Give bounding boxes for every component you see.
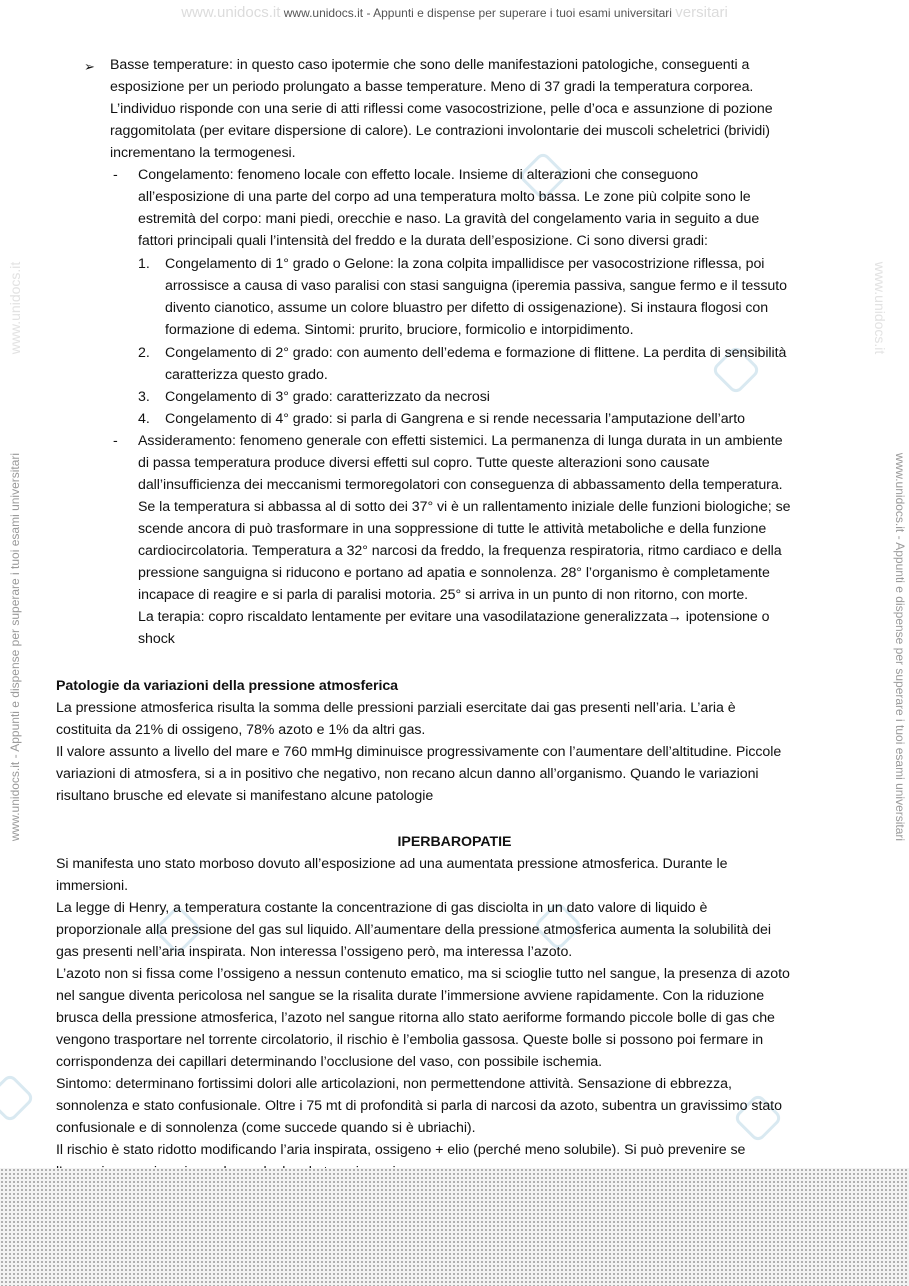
text-line: risultano brusche ed elevate si manifestano alcune patologie [56, 788, 434, 804]
text-line: immersioni. [56, 878, 128, 894]
text-line: di passa temperatura produce diversi effetti sul copro. Tutte queste alterazioni sono causate [138, 455, 710, 471]
text-line: Congelamento di 2° grado: con aumento dell’edema e formazione di flittene. La perdita di sensibilità [165, 345, 787, 361]
congelamento-paragraph [138, 164, 858, 252]
text-line: formazione di edema. Sintomi: prurito, bruciore, formicolio e intorpidimento. [165, 322, 634, 338]
text-line: Congelamento di 3° grado: caratterizzato da necrosi [165, 389, 490, 405]
header-ghost-left: www.unidocs.it [181, 4, 281, 21]
text-line: raggomitolata (per evitare dispersione di calore). Le contrazioni involontarie dei muscoli scheletrici (brividi) [110, 123, 770, 139]
text-line: costituita da 21% di ossigeno, 78% azoto e 1% da altri gas. [56, 722, 426, 738]
text-line: estremità del corpo: mani piedi, orecchie e naso. La gravità del congelamento varia in seguito a due [138, 211, 760, 227]
text-line: divento cianotico, assume un colore bluastro per difetto di ossigenazione). Si instaura flogosi con [165, 300, 769, 316]
text-line: confusionale e di sonnolenza (come succede quando si è ubriachi). [56, 1120, 476, 1136]
text-line: Il valore assunto a livello del mare e 760 mmHg diminuisce progressivamente con l’aumentare dell’altitudine. Piccole [56, 744, 782, 760]
text-line: L’azoto non si fissa come l’ossigeno a nessun contenuto ematico, ma si scioglie tutto nel sangue, la presenza di azoto [56, 966, 790, 982]
grado-1-item [165, 253, 865, 341]
text-line: variazioni di atmosfera, si a in positivo che negativo, non recano alcun danno all’organismo. Quando le variazioni [56, 766, 759, 782]
preview-cutoff-pattern [0, 1168, 909, 1286]
iperbaropatie-section [56, 853, 856, 1183]
list-number: 2. [138, 345, 150, 361]
grado-2-item [165, 342, 865, 386]
text-line: dall’insufficienza dei meccanismi termoregolatori con conseguenza di abbassamento della temperatura. [138, 477, 783, 493]
grado-4-item [165, 408, 865, 430]
text-line: Congelamento: fenomeno locale con effetto locale. Insieme di alterazioni che conseguono [138, 167, 699, 183]
pressione-section [56, 675, 856, 807]
text-line: incrementano la termogenesi. [110, 145, 296, 161]
text-line: Congelamento di 4° grado: si parla di Gangrena e si rende necessaria l’amputazione dell’arto [165, 411, 745, 427]
text-line: shock [138, 631, 175, 647]
text-line: esposizione per un periodo prolungato a basse temperature. Meno di 37 gradi la temperatura corporea. [110, 79, 754, 95]
text-line: caratterizza questo grado. [165, 367, 328, 383]
text-line: Se la temperatura si abbassa al di sotto dei 37° vi è un rallentamento iniziale delle funzioni biologiche; se [138, 499, 791, 515]
list-dash: - [113, 433, 118, 449]
text-line: incapace di reagire e si parla di paralisi motoria. 25° si arriva in un punto di non ritorno, con morte. [138, 587, 749, 603]
text-line: brusca della pressione atmosferica, l’azoto nel sangue ritorna allo stato aeriforme formando piccole bolle di gas che [56, 1010, 775, 1026]
header-ghost-right: versitari [675, 4, 728, 21]
iperbaropatie-heading: IPERBAROPATIE [397, 834, 512, 850]
text-line: fattori principali quali l’intensità del freddo e la durata dell’esposizione. Ci sono diversi gradi: [138, 233, 708, 249]
side-ghost-right: www.unidocs.it [872, 261, 888, 355]
text-line: La terapia: copro riscaldato lentamente per evitare una vasodilatazione generalizzata→ ipotensione o [138, 609, 770, 625]
list-dash: - [113, 167, 118, 183]
text-line: Congelamento di 1° grado o Gelone: la zona colpita impallidisce per vasocostrizione riflessa, poi [165, 256, 765, 272]
text-line: La legge di Henry, a temperatura costante la concentrazione di gas disciolta in un dato valore di liquido è [56, 900, 708, 916]
text-line: cardiocircolatoria. Temperatura a 32° narcosi da freddo, la frequenza respiratoria, ritmo cardiaco e della [138, 543, 782, 559]
text-line: La pressione atmosferica risulta la somma delle pressioni parziali esercitate dai gas presenti nell’aria. L’aria è [56, 700, 736, 716]
text-line: vengono trasportare nel torrente circolatorio, il rischio è l’embolia gassosa. Queste bolle si possono poi fermare in [56, 1032, 764, 1048]
header-watermark [0, 4, 909, 21]
watermark-logo-icon [0, 1073, 35, 1124]
text-line: scende ancora di può trasformare in una soppressione di tutte le attività metaboliche e della funzione [138, 521, 767, 537]
text-line: Il rischio è stato ridotto modificando l’aria inspirata, ossigeno + elio (perché meno solubile). Si può prevenire se [56, 1142, 746, 1158]
text-line: pressione sanguigna si riducono e portano ad apatia e sonnolenza. 28° l’organismo è completamente [138, 565, 770, 581]
list-number: 3. [138, 389, 150, 405]
text-line: proporzionale alla pressione del gas sul liquido. All’aumentare della pressione atmosferica aumenta la solubilità dei [56, 922, 771, 938]
text-line: corrispondenza dei capillari determinando l’occlusione del vaso, con possibile ischemia. [56, 1054, 603, 1070]
side-ghost-left: www.unidocs.it [7, 261, 23, 355]
list-number: 1. [138, 256, 150, 272]
text-line: arrossisce a causa di vaso paralisi con stasi sanguigna (iperemia passiva, sangue fermo e il tessuto [165, 278, 787, 294]
text-line: all’esposizione di una parte del corpo ad una temperatura molto bassa. Le zone più colpite sono le [138, 189, 751, 205]
text-line: nel sangue diventa pericolosa nel sangue se la risalita durate l’immersione avviene rapidamente. Con la riduzione [56, 988, 765, 1004]
side-watermark-left: www.unidocs.it - Appunti e dispense per superare i tuoi esami universitari [8, 452, 22, 842]
list-number: 4. [138, 411, 150, 427]
header-text: www.unidocs.it - Appunti e dispense per superare i tuoi esami universitari [283, 6, 672, 20]
basse-temperature-paragraph [110, 54, 870, 164]
text-line: Si manifesta uno stato morboso dovuto all’esposizione ad una aumentata pressione atmosferica. Durante le [56, 856, 728, 872]
section-heading: Patologie da variazioni della pressione atmosferica [56, 678, 399, 694]
side-watermark-right: www.unidocs.it - Appunti e dispense per superare i tuoi esami universitari [893, 452, 907, 842]
bullet-arrow-icon: ➢ [84, 59, 95, 74]
text-line: Sintomo: determinano fortissimi dolori alle articolazioni, non permettendone attività. Sensazione di ebbrezza, [56, 1076, 732, 1092]
text-line: sonnolenza e stato confusionale. Oltre i 75 mt di profondità si parla di narcosi da azoto, subentra un gravissimo stato [56, 1098, 782, 1114]
text-line: Basse temperature: in questo caso ipotermie che sono delle manifestazioni patologiche, conseguenti a [110, 57, 750, 73]
grado-3-item [165, 386, 865, 408]
text-line: L’individuo risponde con una serie di atti riflessi come vasocostrizione, pelle d’oca e assunzione di pozione [110, 101, 773, 117]
text-line: gas presenti nell’aria inspirata. Non interessa l’ossigeno però, ma interessa l’azoto. [56, 944, 573, 960]
assideramento-paragraph [138, 430, 858, 650]
text-line: Assideramento: fenomeno generale con effetti sistemici. La permanenza di lunga durata in un ambiente [138, 433, 783, 449]
